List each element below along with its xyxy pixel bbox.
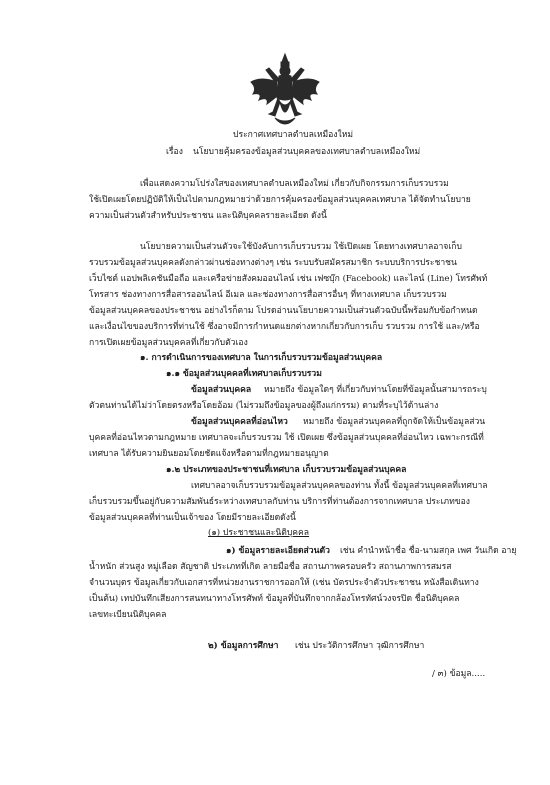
item1-label: ๑) ข้อมูลรายละเอียดส่วนตัว (226, 546, 330, 556)
announcement-subject: นโยบายคุ้มครองข้อมูลส่วนบุคคลของเทศบาลตำบลเหมืองใหม่ (193, 147, 421, 157)
item1-line-4: เลขทะเบียนนิติบุคคล (89, 610, 167, 620)
sensitive-data-line-1: บุคคลที่อ่อนไหวตามกฎหมาย เทศบาลจะเก็บรวบรวม ใช้ เปิดเผย ซึ่งข้อมูลส่วนบุคคลที่อ่อนไหว เฉพาะกรณีที่ (89, 433, 484, 443)
item1-line-1: น้ำหนัก ส่วนสูง หมู่เลือด สัญชาติ ประเภทที่เกิด ลายมือชื่อ สถานภาพครอบครัว สถานภาพการสมรส (89, 562, 452, 572)
intro-line-2: ใช้เปิดเผยโดยปฏิบัติให้เป็นไปตามกฎหมายว่าด้วยการคุ้มครองข้อมูลส่วนบุคคลเทศบาล ได้จัดทำนโยบาย (89, 195, 471, 205)
garuda-emblem-icon (249, 52, 321, 132)
sensitive-data-term: ข้อมูลส่วนบุคคลที่อ่อนไหว (191, 417, 288, 427)
section1-heading: ๑. การดำเนินการของเทศบาล ในการเก็บรวบรวมข้อมูลส่วนบุคคล (140, 353, 383, 363)
policy-line-6: และเงื่อนไขของบริการที่ท่านใช้ ซึ่งอาจมีการกำหนดแยกต่างหากเกี่ยวกับการเก็บ รวบรวม การใช้ และ/หรือ (89, 322, 480, 332)
item1-text: เช่น คำนำหน้าชื่อ ชื่อ-นามสกุล เพศ วันเกิด อายุ (340, 546, 517, 556)
policy-line-7: การเปิดเผยข้อมูลส่วนบุคคลที่เกี่ยวกับตัวเอง (89, 338, 248, 348)
subsection-citizens-heading: (๑) ประชาชนและนิติบุคคล (208, 528, 310, 538)
section1-2-line-2: เก็บรวบรวมขึ้นอยู่กับความสัมพันธ์ระหว่างเทศบาลกับท่าน บริการที่ท่านต้องการจากเทศบาล ประเภทของ (89, 497, 470, 507)
policy-line-5: ข้อมูลส่วนบุคคลของประชาชน อย่างไรก็ตาม โปรดอ่านนโยบายความเป็นส่วนตัวฉบับนี้พร้อมกับข้อกำหนด (89, 306, 478, 316)
announcement-title: ประกาศเทศบาลตำบลเหมืองใหม่ (233, 130, 354, 140)
policy-line-1: นโยบายความเป็นส่วนตัวจะใช้บังคับการเก็บรวบรวม ใช้เปิดเผย โดยทางเทศบาลอาจเก็บ (140, 242, 462, 252)
item1-line-2: จำนวนบุตร ข้อมูลเกี่ยวกับเอกสารที่หน่วยงานราชการออกให้ (เช่น บัตรประจำตัวประชาชน หนังสือเดินทาง (89, 578, 479, 588)
item1-line-3: เป็นต้น) เทปบันทึกเสียงการสนทนาทางโทรศัพท์ ข้อมูลที่บันทึกจากกล้องโทรทัศน์วงจรปิด ชื่อนิติบุคคล (89, 594, 460, 604)
policy-line-3: เว็บไซต์ แอปพลิเคชันมือถือ และเครือข่ายสังคมออนไลน์ เช่น เฟซบุ๊ก (Facebook) และไลน์ (Line) โทรศัพท์ (89, 274, 488, 284)
announcement-subject-label: เรื่อง (166, 147, 183, 157)
section1-2-line-3: ข้อมูลส่วนบุคคลที่ท่านเป็นเจ้าของ โดยมีรายละเอียดดังนี้ (89, 513, 296, 523)
sensitive-data-line-2: เทศบาล ได้รับความยินยอมโดยชัดแจ้งหรือตามที่กฎหมายอนุญาต (89, 449, 329, 459)
section1-2-heading: ๑.๒ ประเภทของประชาชนที่เทศบาล เก็บรวบรวมข้อมูลส่วนบุคคล (166, 465, 407, 475)
personal-data-term: ข้อมูลส่วนบุคคล (191, 385, 252, 395)
personal-data-line-1: ตัวตนท่านได้ไม่ว่าโดยตรงหรือโดยอ้อม (ไม่รวมถึงข้อมูลของผู้ถึงแก่กรรม) ตามที่ระบุไว้ด้านล่าง (89, 401, 439, 411)
section1-2-line-1: เทศบาลอาจเก็บรวบรวมข้อมูลส่วนบุคคลของท่าน ทั้งนี้ ข้อมูลส่วนบุคคลที่เทศบาล (191, 481, 488, 491)
section1-1-heading: ๑.๑ ข้อมูลส่วนบุคคลที่เทศบาลเก็บรวบรวม (166, 369, 322, 379)
intro-line-1: เพื่อแสดงความโปร่งใสของเทศบาลตำบลเหมืองใหม่ เกี่ยวกับกิจกรรมการเก็บรวบรวม (140, 179, 449, 189)
page-continuation: / ๓) ข้อมูล..... (432, 669, 486, 679)
sensitive-data-definition: หมายถึง ข้อมูลส่วนบุคคลที่ถูกจัดให้เป็นข้อมูลส่วน (303, 417, 486, 427)
policy-line-2: รวบรวมข้อมูลส่วนบุคคลดังกล่าวผ่านช่องทางต่างๆ เช่น ระบบรับสมัครสมาชิก ระบบบริการประชาชน (89, 258, 457, 268)
personal-data-definition: หมายถึง ข้อมูลใดๆ ที่เกี่ยวกับท่านโดยที่ข้อมูลนั้นสามารถระบุ (264, 385, 487, 395)
item2-label: ๒) ข้อมูลการศึกษา (208, 641, 279, 651)
intro-line-3: ความเป็นส่วนตัวสำหรับประชาชน และนิติบุคคลรายละเอียด ดังนี้ (89, 211, 327, 221)
policy-line-4: โทรสาร ช่องทางการสื่อสารออนไลน์ อีเมล และช่องทางการสื่อสารอื่นๆ ที่ทางเทศบาล เก็บรวบรวม (89, 290, 447, 300)
item2-text: เช่น ประวัติการศึกษา วุฒิการศึกษา (295, 641, 425, 651)
